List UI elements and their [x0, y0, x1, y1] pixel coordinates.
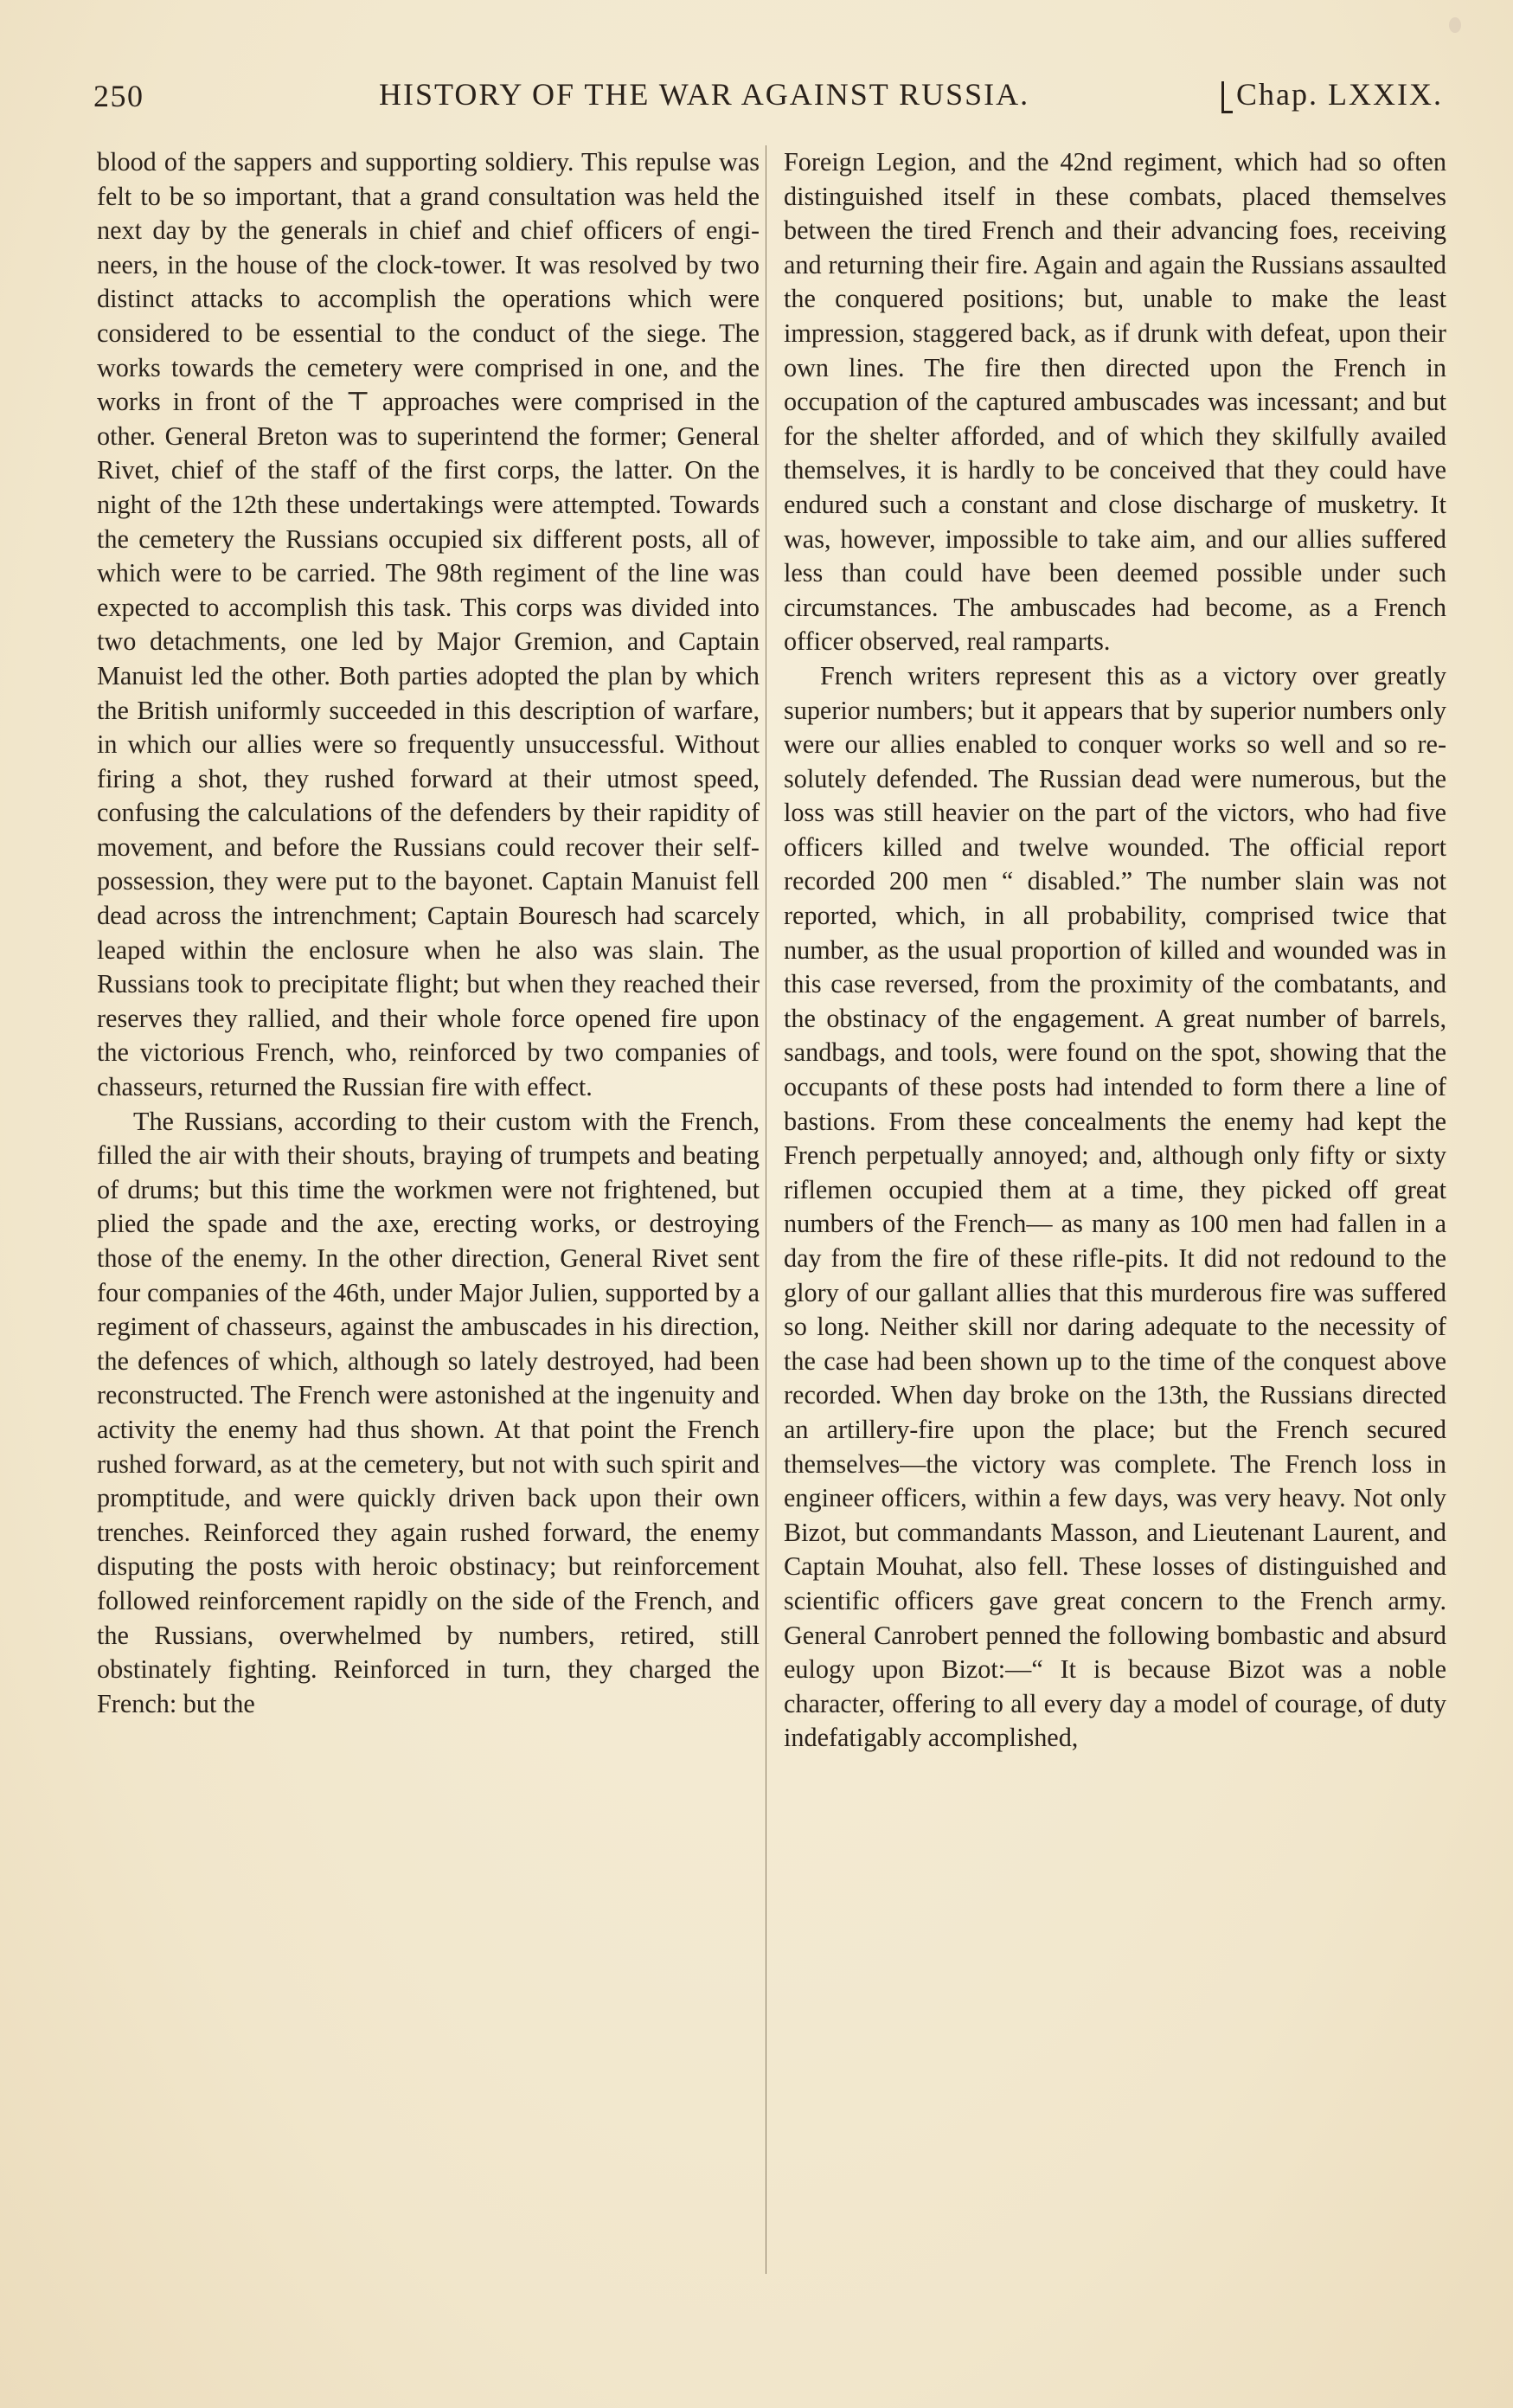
left-paragraph-2: The Russians, according to their custom with the French, filled the air with their shouts, braying of trumpets and beating of drums; but this time the workmen were not frightened, but plied the spade and the axe, erecting works, or destroying those of the enemy. In the other direction, General Rivet sent four companies of the 46th, under Major Julien, supported by a regiment of chasseurs, against the ambuscades in his direction, the defences of which, although so lately destroyed, had been reconstructed. The French were astonished at the ingenuity and activity the enemy had thus shown. At that point the French rushed forward, as at the cemetery, but not with such spirit and promptitude, and were quickly driven back upon their own trenches. Reinforced they again rushed forward, the enemy disputing the posts with heroic obstinacy; but reinforcement followed reinforcement rapidly on the side of the French, and the Russians, overwhelmed by numbers, retired, still obstinately fighting. Reinforced in turn, they charged the French: but the — [97, 1106, 760, 1718]
chapter-reference — [1221, 76, 1443, 113]
page-header — [93, 71, 1443, 123]
running-title: HISTORY OF THE WAR AGAINST RUSSIA. — [379, 77, 1030, 112]
right-column — [784, 145, 1446, 1756]
page-number: 250 — [93, 79, 144, 113]
chapter-label: Chap. LXXIX. — [1236, 77, 1443, 112]
right-paragraph-1: Foreign Legion, and the 42nd regiment, which had so often distinguished itself in these combats, placed themselves between the tired French and their advancing foes, receiving and returning their fire. Again and again the Russians assaulted the conquered positions; but, unable to make the least impression, staggered back, as if drunk with defeat, upon their own lines. The fire then directed upon the French in occupation of the captured ambuscades was incessant; and but for the shelter afforded, and of which they skilfully availed themselves, it is hardly to be conceived that they could have endured such a constant and close discharge of musketry. It was, however, impossible to take aim, and our allies suffered less than could have been deemed possible under such circumstances. The ambuscades had become, as a French officer observed, real ramparts. — [784, 147, 1446, 657]
right-paragraph-2: French writers represent this as a victory over greatly superior numbers; but it appears that by superior numbers only were our allies enabled to conquer works so well and so resolutely defended. The Russian dead were numerous, but the loss was still heavier on the part of the victors, who had five officers killed and twelve wounded. The official report recorded 200 men “ disabled.” The number slain was not reported, which, in all probability, comprised twice that number, as the usual proportion of killed and wounded was in this case reversed, from the proximity of the combatants, and the obstinacy of the engagement. A great number of barrels, sandbags, and tools, were found on the spot, showing that the occupants of these posts had intended to form there a line of bastions. From these concealments the enemy had kept the French perpetually annoyed; and, although only fifty or sixty riflemen occupied them at a time, they picked off great numbers of the French— as many as 100 men had fallen in a day from the fire of these rifle-pits. It did not redound to the glory of our gallant allies that this murderous fire was suffered so long. Neither skill nor daring adequate to the necessity of the case had been shown up to the time of the conquest above recorded. When day broke on the 13th, the Russians directed an artillery-fire upon the place; but the French secured themselves—the victory was complete. The French loss in engineer officers, within a few days, was very heavy. Not only Bizot, but commandants Masson, and Lieutenant Laurent, and Captain Mouhat, also fell. These losses of distinguished and scientific officers gave great concern to the French army. General Canrobert penned the following bombastic and absurd eulogy upon Bizot:—“ It is because Bizot was a noble character, offering to all every day a model of courage, of duty indefatigably accomplished, — [784, 660, 1446, 1753]
paper-stain — [1449, 17, 1461, 33]
left-paragraph-1: blood of the sappers and supporting soldiery. This repulse was felt to be so important, that a grand consultation was held the next day by the generals in chief and chief officers of engineers, in the house of the clock-tower. It was resolved by two distinct attacks to accomplish the operations which were considered to be essential to the conduct of the siege. The works towards the cemetery were comprised in one, and the works in front of the ⊤ approaches were comprised in the other. General Breton was to superintend the former; General Rivet, chief of the staff of the first corps, the latter. On the night of the 12th these undertakings were attempted. Towards the cemetery the Russians occupied six different posts, all of which were to be carried. The 98th regiment of the line was expected to accomplish this task. This corps was divided into two detachments, one led by Major Gremion, and Captain Manuist led the other. Both parties adopted the plan by which the British uniformly succeeded in this description of warfare, in which our allies were so frequently unsuccessful. Without firing a shot, they rushed forward at their utmost speed, confusing the calculations of the defenders by their rapidity of movement, and before the Russians could recover their self-possession, they were put to the bayonet. Captain Manuist fell dead across the intrenchment; Captain Bouresch had scarcely leaped within the enclosure when he also was slain. The Russians took to precipitate flight; but when they reached their reserves they rallied, and their whole force opened fire upon the victorious French, who, reinforced by two companies of chasseurs, returned the Russian fire with effect. — [97, 147, 760, 1102]
left-column — [97, 145, 760, 1721]
chapter-bracket-mark — [1221, 81, 1233, 113]
